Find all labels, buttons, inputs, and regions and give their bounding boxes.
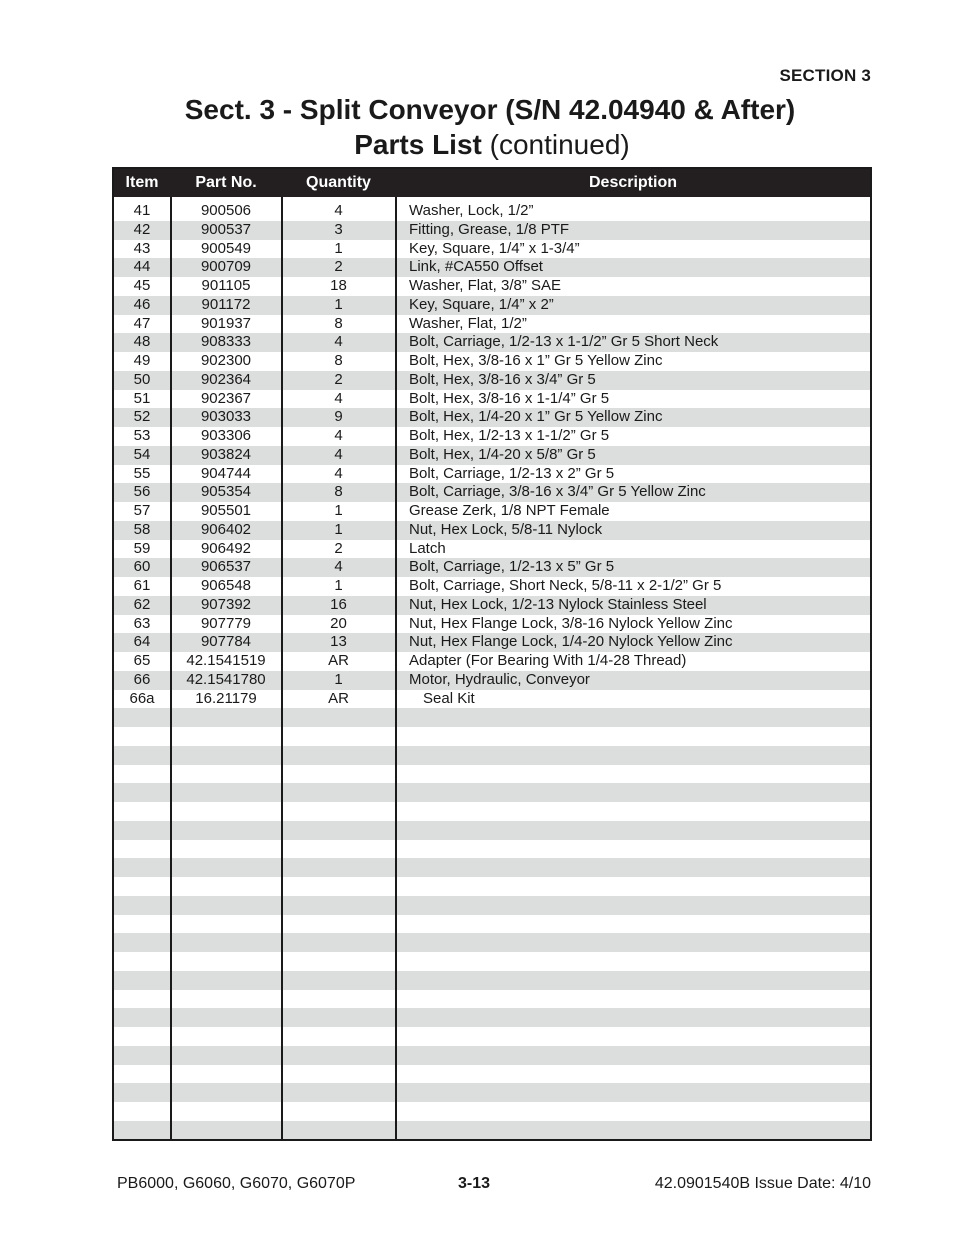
- cell-part-no: 905501: [200, 502, 252, 519]
- cell-item: 46: [133, 295, 151, 313]
- cell-description: Washer, Flat, 1/2”: [409, 314, 527, 332]
- cell-quantity: 1: [334, 502, 343, 519]
- cell-item: 63: [133, 614, 151, 632]
- cell-description: Bolt, Hex, 1/4-20 x 5/8” Gr 5: [409, 445, 596, 463]
- table-row-empty: [114, 783, 870, 802]
- parts-table: [112, 167, 872, 1141]
- table-row-empty: [114, 952, 870, 971]
- cell-part-no: 907784: [200, 633, 252, 651]
- cell-quantity: 1: [334, 239, 343, 257]
- table-row: [114, 521, 870, 540]
- cell-quantity: AR: [328, 689, 349, 707]
- header-quantity: Quantity: [306, 174, 371, 191]
- cell-quantity: 4: [334, 445, 343, 463]
- cell-description: Grease Zerk, 1/8 NPT Female: [409, 502, 610, 519]
- cell-description: Nut, Hex Flange Lock, 1/4-20 Nylock Yellow Zinc: [409, 633, 733, 651]
- page-title: Sect. 3 - Split Conveyor (S/N 42.04940 & After): [184, 94, 796, 125]
- cell-item: 53: [133, 427, 151, 444]
- table-row: [114, 315, 870, 334]
- cell-item: 41: [133, 202, 151, 219]
- cell-item: 51: [133, 389, 151, 407]
- cell-part-no: 900506: [200, 202, 252, 219]
- cell-quantity: 18: [330, 277, 347, 294]
- table-row-empty: [114, 933, 870, 952]
- cell-quantity: 9: [334, 408, 343, 426]
- table-row: [114, 277, 870, 296]
- cell-quantity: 4: [334, 389, 343, 407]
- cell-part-no: 903306: [200, 427, 252, 444]
- table-row: [114, 352, 870, 371]
- table-row-empty: [114, 802, 870, 821]
- cell-item: 56: [133, 483, 151, 501]
- cell-part-no: 901937: [200, 314, 252, 332]
- cell-item: 66a: [129, 689, 155, 707]
- cell-item: 66: [133, 670, 151, 688]
- table-row-empty: [114, 971, 870, 990]
- cell-part-no: 903033: [200, 408, 252, 426]
- cell-item: 61: [133, 577, 151, 594]
- table-row: [114, 408, 870, 427]
- table-row-empty: [114, 877, 870, 896]
- cell-item: 65: [133, 652, 151, 669]
- cell-description: Bolt, Carriage, Short Neck, 5/8-11 x 2-1/2” Gr 5: [409, 577, 722, 594]
- cell-part-no: 903824: [200, 445, 252, 463]
- cell-part-no: 902367: [200, 389, 252, 407]
- table-row-empty: [114, 765, 870, 784]
- cell-item: 62: [133, 595, 151, 613]
- table-row: [114, 333, 870, 352]
- table-row-empty: [114, 1102, 870, 1121]
- cell-quantity: 3: [334, 220, 343, 238]
- cell-part-no: 906537: [200, 558, 252, 576]
- cell-quantity: 1: [334, 577, 343, 594]
- cell-description: Key, Square, 1/4” x 2”: [409, 295, 554, 313]
- cell-quantity: 13: [330, 633, 347, 651]
- cell-part-no: 42.1541780: [186, 670, 266, 688]
- table-row-empty: [114, 1140, 870, 1142]
- table-row-empty: [114, 896, 870, 915]
- cell-description: Motor, Hydraulic, Conveyor: [409, 670, 590, 688]
- cell-description: Nut, Hex Flange Lock, 3/8-16 Nylock Yellow Zinc: [409, 614, 733, 632]
- table-row-empty: [114, 1046, 870, 1065]
- cell-part-no: 906548: [200, 577, 252, 594]
- table-row-empty: [114, 990, 870, 1009]
- table-row: [114, 502, 870, 521]
- table-row-empty: [114, 1121, 870, 1140]
- table-row-empty: [114, 915, 870, 934]
- footer-doc-id: 42.0901540B Issue Date: 4/10: [654, 1175, 871, 1192]
- cell-part-no: 901172: [201, 295, 251, 313]
- table-row: [114, 258, 870, 277]
- cell-part-no: 906402: [200, 520, 252, 538]
- cell-quantity: 4: [334, 333, 343, 351]
- table-row: [114, 465, 870, 484]
- cell-item: 44: [133, 258, 151, 276]
- cell-item: 58: [133, 520, 151, 538]
- header-description: Description: [588, 174, 677, 191]
- table-row-empty: [114, 858, 870, 877]
- cell-quantity: 1: [334, 295, 343, 313]
- cell-quantity: 8: [334, 352, 343, 369]
- section-label: SECTION 3: [779, 66, 871, 85]
- table-row: [114, 540, 870, 559]
- header-item: Item: [125, 174, 159, 191]
- cell-description: Nut, Hex Lock, 1/2-13 Nylock Stainless Steel: [409, 595, 707, 613]
- cell-part-no: 16.21179: [195, 689, 257, 707]
- cell-quantity: 20: [330, 614, 347, 632]
- table-row: [114, 633, 870, 652]
- cell-description: Bolt, Hex, 3/8-16 x 3/4” Gr 5: [409, 370, 596, 388]
- cell-item: 64: [133, 633, 151, 651]
- cell-item: 57: [133, 502, 151, 519]
- cell-description: Bolt, Carriage, 1/2-13 x 2” Gr 5: [409, 464, 615, 482]
- cell-item: 47: [133, 314, 151, 332]
- cell-item: 54: [133, 445, 151, 463]
- cell-part-no: 907392: [200, 595, 252, 613]
- cell-description: Bolt, Hex, 3/8-16 x 1-1/4” Gr 5: [409, 389, 610, 407]
- table-row-empty: [114, 840, 870, 859]
- header-part-no: Part No.: [195, 174, 257, 191]
- cell-item: 60: [133, 558, 151, 576]
- subtitle-normal: (continued): [489, 129, 630, 160]
- cell-description: Nut, Hex Lock, 5/8-11 Nylock: [409, 520, 603, 538]
- page-subtitle: [0, 126, 954, 164]
- cell-quantity: AR: [328, 652, 349, 669]
- cell-item: 48: [133, 333, 151, 351]
- table-row: [114, 596, 870, 615]
- table-row: [114, 202, 870, 221]
- cell-description: Bolt, Hex, 1/2-13 x 1-1/2” Gr 5: [409, 427, 610, 444]
- cell-item: 43: [133, 239, 151, 257]
- cell-part-no: 905354: [200, 483, 252, 501]
- table-row: [114, 615, 870, 634]
- column-divider: [395, 197, 397, 1139]
- cell-part-no: 900537: [200, 220, 252, 238]
- cell-part-no: 900709: [200, 258, 252, 276]
- cell-description: Adapter (For Bearing With 1/4-28 Thread): [409, 652, 687, 669]
- table-row: [114, 690, 870, 709]
- table-row-empty: [114, 1027, 870, 1046]
- table-row: [114, 427, 870, 446]
- cell-item: 49: [133, 352, 151, 369]
- cell-quantity: 2: [334, 539, 343, 557]
- cell-part-no: 901105: [201, 277, 251, 294]
- cell-item: 55: [133, 464, 151, 482]
- cell-description: Washer, Lock, 1/2”: [409, 202, 534, 219]
- cell-quantity: 1: [334, 520, 343, 538]
- table-row: [114, 483, 870, 502]
- footer-page-number: 3-13: [458, 1175, 491, 1192]
- cell-quantity: 4: [334, 464, 343, 482]
- table-row-empty: [114, 1065, 870, 1084]
- table-row-empty: [114, 746, 870, 765]
- footer-models: PB6000, G6060, G6070, G6070P: [117, 1175, 356, 1192]
- cell-item: 52: [133, 408, 151, 426]
- table-row-empty: [114, 1008, 870, 1027]
- table-body: [114, 202, 870, 1141]
- subtitle-bold: Parts List: [354, 129, 482, 160]
- cell-part-no: 908333: [200, 333, 252, 351]
- cell-part-no: 904744: [200, 464, 252, 482]
- cell-description: Bolt, Carriage, 3/8-16 x 3/4” Gr 5 Yellow Zinc: [409, 483, 706, 501]
- cell-description: Link, #CA550 Offset: [409, 258, 543, 276]
- table-row-empty: [114, 821, 870, 840]
- table-header: [114, 169, 870, 197]
- cell-quantity: 8: [334, 314, 343, 332]
- table-row: [114, 558, 870, 577]
- cell-part-no: 902300: [200, 352, 252, 369]
- cell-description: Bolt, Hex, 3/8-16 x 1” Gr 5 Yellow Zinc: [409, 352, 663, 369]
- cell-quantity: 1: [334, 670, 343, 688]
- table-row: [114, 221, 870, 240]
- cell-item: 45: [133, 277, 151, 294]
- table-row: [114, 240, 870, 259]
- cell-item: 50: [133, 370, 151, 388]
- cell-item: 59: [133, 539, 151, 557]
- table-row: [114, 390, 870, 409]
- table-row: [114, 652, 870, 671]
- cell-quantity: 16: [330, 595, 347, 613]
- cell-part-no: 902364: [200, 370, 252, 388]
- cell-description: Fitting, Grease, 1/8 PTF: [409, 220, 570, 238]
- cell-description: Latch: [409, 539, 446, 557]
- cell-description: Key, Square, 1/4” x 1-3/4”: [409, 239, 580, 257]
- table-row-empty: [114, 727, 870, 746]
- cell-quantity: 4: [334, 202, 343, 219]
- cell-part-no: 906492: [200, 539, 252, 557]
- cell-quantity: 4: [334, 427, 343, 444]
- table-row-empty: [114, 1083, 870, 1102]
- table-row: [114, 296, 870, 315]
- column-divider: [170, 197, 172, 1139]
- cell-part-no: 900549: [200, 239, 252, 257]
- cell-part-no: 907779: [200, 614, 252, 632]
- cell-quantity: 2: [334, 258, 343, 276]
- cell-item: 42: [133, 220, 151, 238]
- column-divider: [281, 197, 283, 1139]
- cell-part-no: 42.1541519: [186, 652, 266, 669]
- cell-quantity: 8: [334, 483, 343, 501]
- table-row: [114, 671, 870, 690]
- table-row: [114, 446, 870, 465]
- cell-quantity: 2: [334, 370, 343, 388]
- cell-description: Bolt, Hex, 1/4-20 x 1” Gr 5 Yellow Zinc: [409, 408, 663, 426]
- cell-quantity: 4: [334, 558, 343, 576]
- cell-description: Seal Kit: [423, 689, 475, 707]
- table-row: [114, 371, 870, 390]
- table-row: [114, 577, 870, 596]
- cell-description: Washer, Flat, 3/8” SAE: [409, 277, 561, 294]
- table-row-empty: [114, 708, 870, 727]
- cell-description: Bolt, Carriage, 1/2-13 x 1-1/2” Gr 5 Short Neck: [409, 333, 719, 351]
- cell-description: Bolt, Carriage, 1/2-13 x 5” Gr 5: [409, 558, 615, 576]
